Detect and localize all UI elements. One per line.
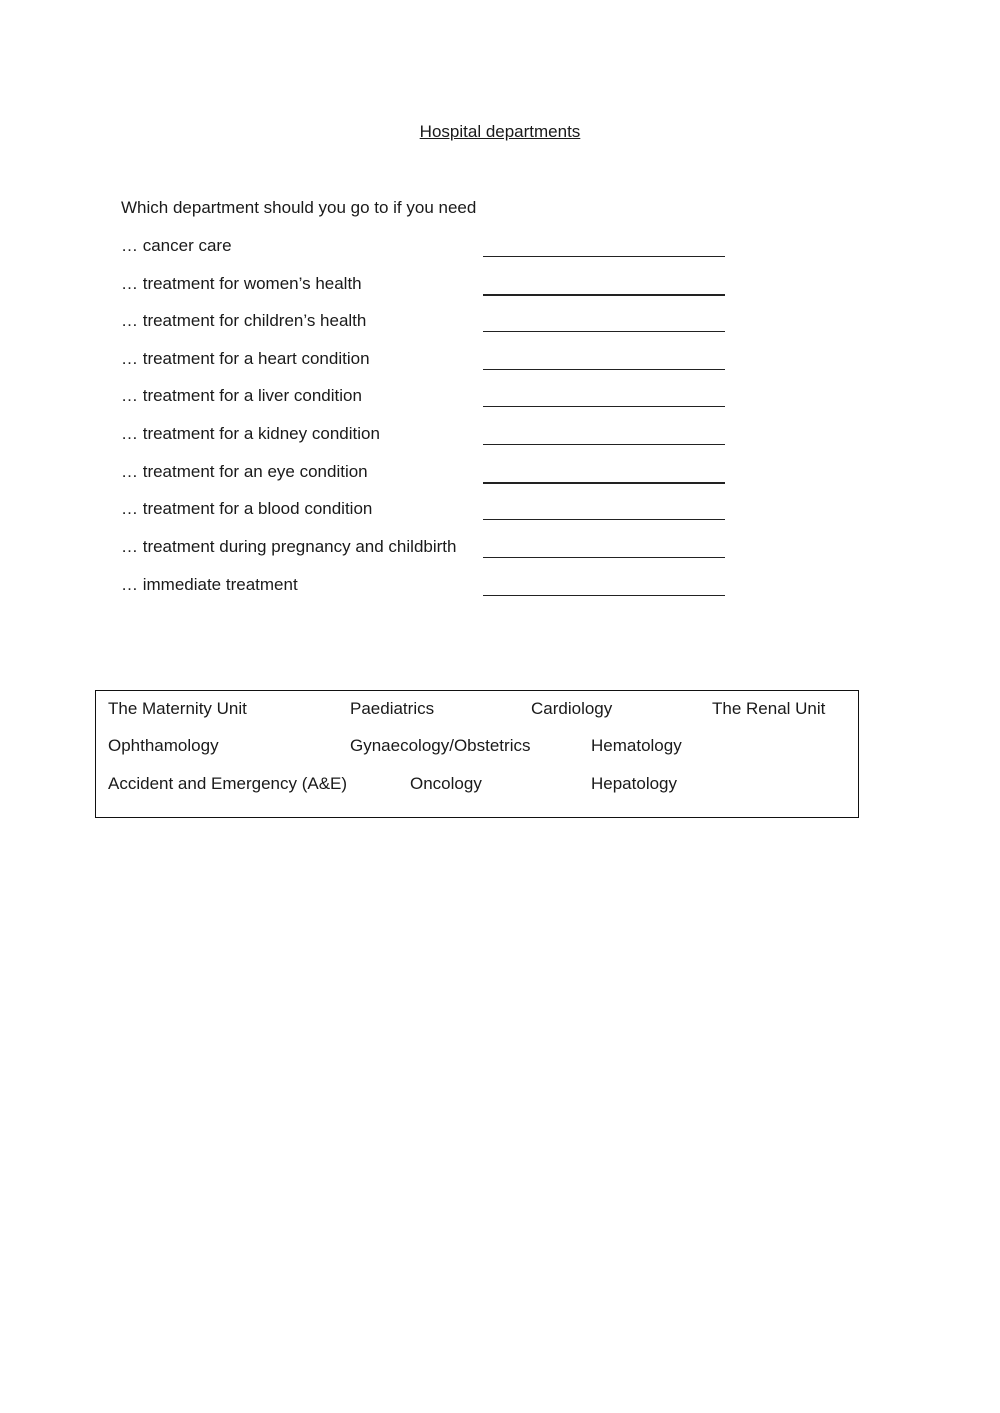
answer-blank[interactable] — [483, 595, 725, 596]
question-text: … treatment for children’s health — [121, 311, 367, 330]
answer-blank[interactable] — [483, 519, 725, 520]
question-row — [121, 498, 725, 522]
word-bank-box — [95, 690, 859, 818]
answer-blank[interactable] — [483, 369, 725, 370]
question-text: … treatment for women’s health — [121, 274, 362, 293]
question-text: … treatment during pregnancy and childbirth — [121, 537, 457, 556]
answer-blank[interactable] — [483, 406, 725, 407]
question-row — [121, 385, 725, 409]
word-bank-item: The Maternity Unit — [108, 699, 247, 718]
question-row — [121, 348, 725, 372]
word-bank-item: Cardiology — [531, 699, 613, 718]
question-row — [121, 574, 725, 598]
question-row — [121, 461, 725, 485]
word-bank-item: Accident and Emergency (A&E) — [108, 774, 348, 793]
page-title: Hospital departments — [419, 122, 581, 141]
word-bank-item: Paediatrics — [350, 699, 435, 718]
answer-blank[interactable] — [483, 444, 725, 445]
answer-blank[interactable] — [483, 557, 725, 558]
word-bank-item: Hepatology — [591, 774, 678, 793]
question-text: … treatment for an eye condition — [121, 462, 368, 481]
question-row — [121, 235, 725, 259]
question-text: … treatment for a blood condition — [121, 499, 373, 518]
question-text: … treatment for a kidney condition — [121, 424, 380, 443]
question-text: … treatment for a liver condition — [121, 386, 362, 405]
word-bank-item: Oncology — [410, 774, 482, 793]
word-bank-item: Hematology — [591, 736, 682, 755]
question-row — [121, 273, 725, 297]
word-bank-item: Gynaecology/Obstetrics — [350, 736, 531, 755]
answer-blank[interactable] — [483, 294, 725, 296]
question-row — [121, 310, 725, 334]
answer-blank[interactable] — [483, 482, 725, 484]
question-text: … immediate treatment — [121, 575, 298, 594]
word-bank-item: The Renal Unit — [712, 699, 826, 718]
question-row — [121, 423, 725, 447]
question-text: … treatment for a heart condition — [121, 349, 370, 368]
answer-blank[interactable] — [483, 256, 725, 257]
instructions: Which department should you go to if you need — [121, 198, 477, 217]
question-text: … cancer care — [121, 236, 232, 255]
answer-blank[interactable] — [483, 331, 725, 332]
question-row — [121, 536, 725, 560]
word-bank-item: Ophthamology — [108, 736, 219, 755]
